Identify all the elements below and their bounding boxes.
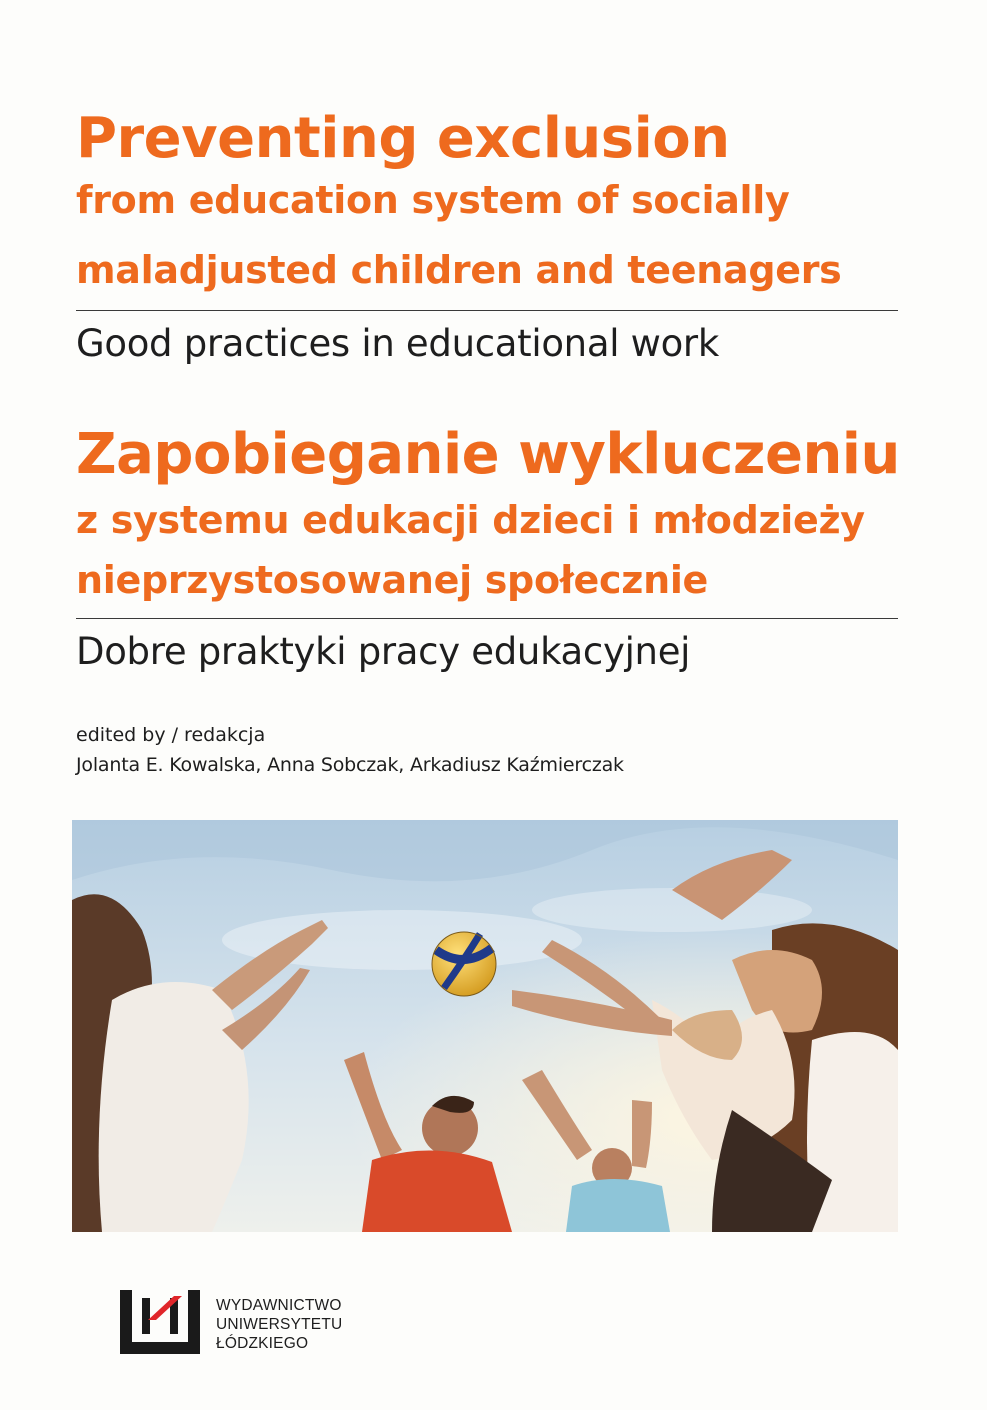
volleyball-photo [72, 820, 898, 1232]
university-logo-icon [120, 1290, 200, 1354]
volleyball [432, 932, 496, 996]
edited-by-label: edited by / redakcja [76, 724, 266, 746]
english-subtitle: Good practices in educational work [76, 322, 719, 365]
polish-subtitle: Dobre praktyki pracy edukacyjnej [76, 630, 691, 673]
english-title: Preventing exclusion [76, 106, 730, 171]
publisher-line-1: WYDAWNICTWO [216, 1297, 342, 1314]
english-title-line-2: from education system of socially [76, 178, 790, 222]
polish-title-line-2: z systemu edukacji dzieci i młodzieży [76, 498, 865, 542]
polish-title-line-3: nieprzystosowanej społecznie [76, 558, 709, 602]
divider-line-polish [76, 618, 898, 619]
publisher-line-3: ŁÓDZKIEGO [216, 1335, 309, 1352]
publisher-line-2: UNIWERSYTETU [216, 1316, 343, 1333]
publisher-name [216, 1296, 342, 1353]
divider-line-english [76, 310, 898, 311]
english-title-line-3: maladjusted children and teenagers [76, 248, 842, 292]
editors-names: Jolanta E. Kowalska, Anna Sobczak, Arkadiusz Kaźmierczak [76, 754, 624, 776]
polish-title: Zapobieganie wykluczeniu [76, 422, 900, 487]
